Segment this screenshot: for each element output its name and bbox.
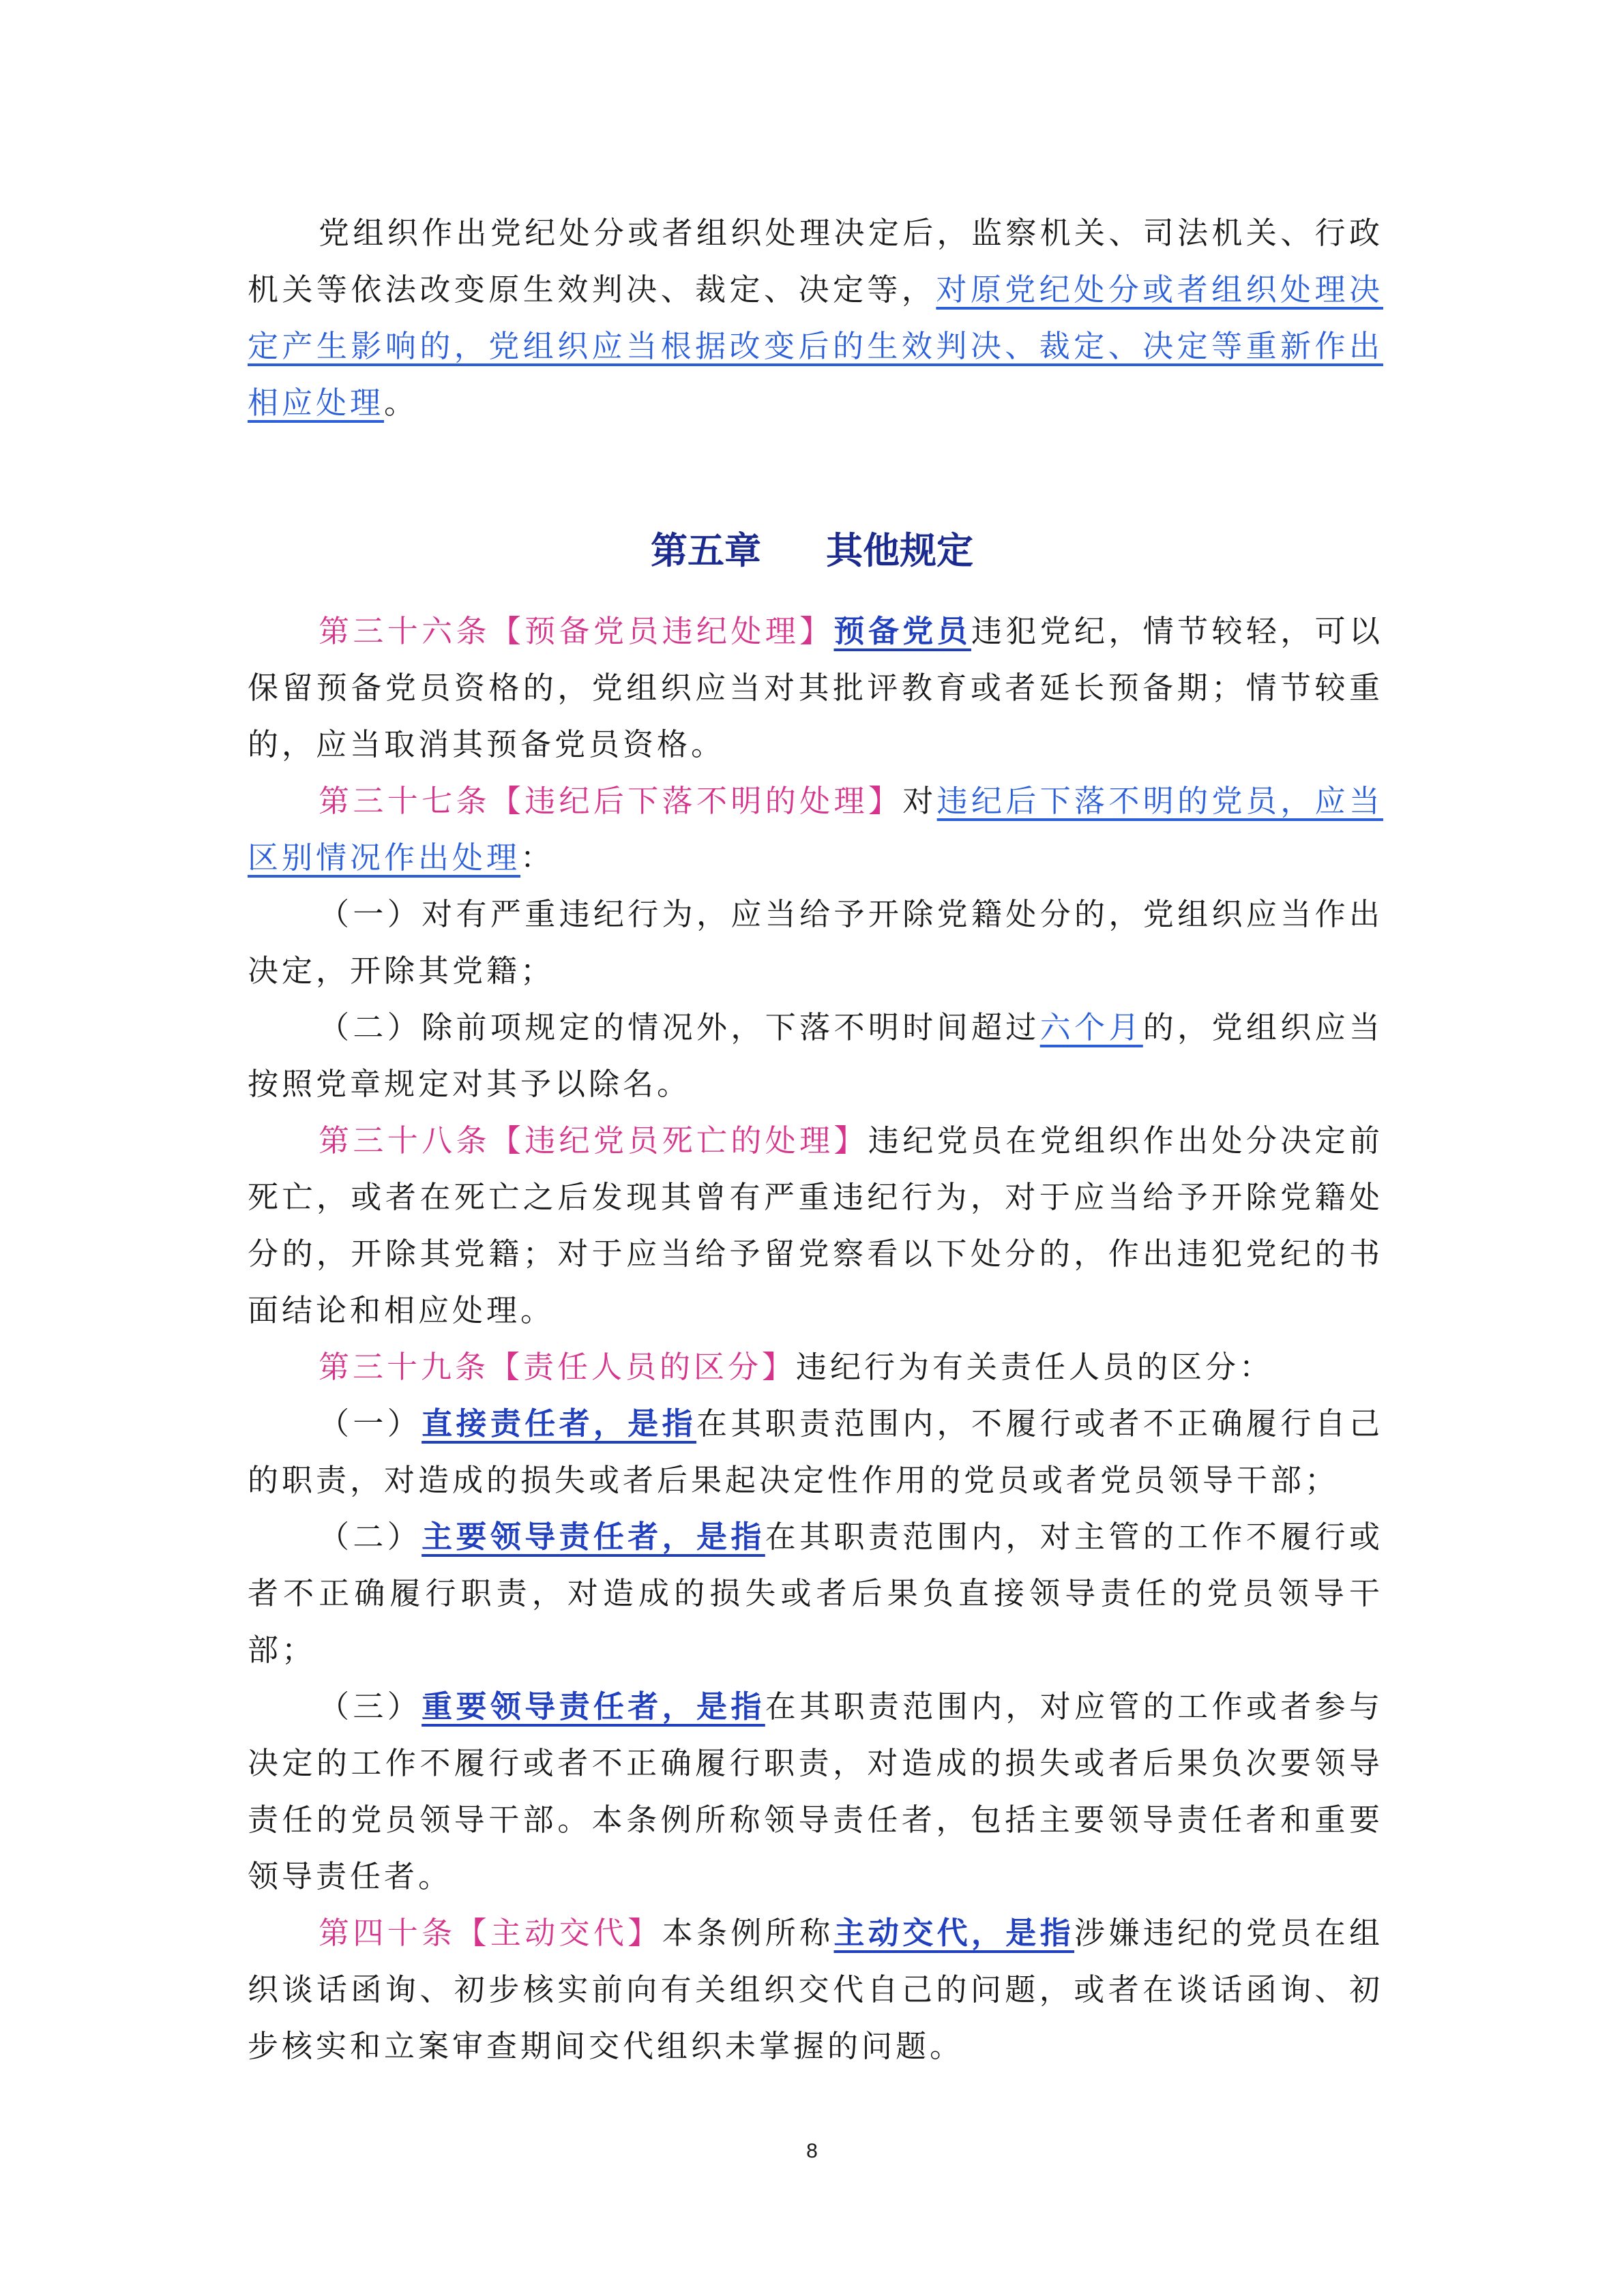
article-37-title: 第三十七条【违纪后下落不明的处理】 [319,783,903,819]
article-39-item-2 [248,1508,1383,1678]
article-39 [248,1339,1383,1395]
intro-paragraph [248,205,1383,431]
item-2-prefix: （二） [319,1519,422,1555]
article-39-item-3 [248,1678,1383,1905]
item-2-text: 在其职责范围内，对主管的工作不履行或者不正确履行职责，对造成的损失或者后果负直接领导责任的党员领导干部； [248,1519,1383,1668]
article-37-link[interactable]: 违纪后下落不明的党员，应当区别情况作出处理 [248,783,1383,876]
article-38-title: 第三十八条【违纪党员死亡的处理】 [319,1122,868,1159]
chapter-number: 第五章 [651,529,761,572]
article-39-title: 第三十九条【责任人员的区分】 [319,1349,797,1385]
article-37-item-2-text: （二）除前项规定的情况外，下落不明时间超过 [319,1009,1040,1045]
main-leadership-link[interactable]: 主要领导责任者，是指 [422,1519,765,1555]
article-36-term-link[interactable]: 预备党员 [833,613,971,649]
article-36-title: 第三十六条【预备党员违纪处理】 [319,613,834,649]
article-36-text: 违犯党纪，情节较轻，可以保留预备党员资格的，党组织应当对其批评教育或者延长预备期；情节较重的，应当取消其预备党员资格。 [248,613,1383,762]
article-39-item-1 [248,1395,1383,1508]
article-37-item-1: （一）对有严重违纪行为，应当给予开除党籍处分的，党组织应当作出决定，开除其党籍； [248,896,1383,989]
item-3-text: 在其职责范围内，对应管的工作或者参与决定的工作不履行或者不正确履行职责，对造成的损失或者后果负次要领导责任的党员领导干部。本条例所称领导责任者，包括主要领导责任者和重要领导责任者。 [248,1688,1383,1894]
article-37-item-2 [248,999,1383,1112]
intro-text-end: 。 [384,385,419,421]
voluntary-confession-link[interactable]: 主动交代，是指 [833,1915,1075,1951]
article-37 [248,773,1383,886]
page-number: 8 [806,2140,818,2162]
article-40 [248,1905,1383,2074]
article-38-text: 违纪党员在党组织作出处分决定前死亡，或者在死亡之后发现其曾有严重违纪行为，对于应当给予开除党籍处分的，开除其党籍；对于应当给予留党察看以下处分的，作出违犯党纪的书面结论和相应处理。 [248,1122,1383,1328]
intro-link[interactable]: 对原党纪处分或者组织处理决定产生影响的，党组织应当根据改变后的生效判决、裁定、决定等重新作出相应处理 [248,271,1383,421]
intro-section [248,205,1383,431]
article-37-item-2-text-end: 的，党组织应当按照党章规定对其予以除名。 [248,1009,1383,1102]
article-40-title: 第四十条【主动交代】 [319,1915,662,1951]
article-36 [248,603,1383,773]
direct-responsible-link[interactable]: 直接责任者，是指 [422,1405,697,1442]
intro-text: 党组织作出党纪处分或者组织处理决定后，监察机关、司法机关、行政机关等依法改变原生效判决、裁定、决定等， [248,215,1383,308]
article-40-text-end: 涉嫌违纪的党员在组织谈话函询、初步核实前向有关组织交代自己的问题，或者在谈话函询、初步核实和立案审查期间交代组织未掌握的问题。 [248,1915,1383,2064]
chapter-heading [0,522,1624,574]
important-leadership-link[interactable]: 重要领导责任者，是指 [422,1688,765,1725]
chapter-body [248,603,1383,2074]
article-37-text-end: ： [520,839,555,876]
item-1-prefix: （一） [319,1405,422,1442]
article-39-text: 违纪行为有关责任人员的区分： [796,1349,1274,1385]
item-1-text: 在其职责范围内，不履行或者不正确履行自己的职责，对造成的损失或者后果起决定性作用的党员或者党员领导干部； [248,1405,1383,1498]
article-37-text: 对 [902,783,937,819]
six-months-link[interactable]: 六个月 [1039,1009,1143,1045]
chapter-title: 其他规定 [826,529,973,572]
item-3-prefix: （三） [319,1688,422,1725]
article-38 [248,1112,1383,1339]
article-40-text: 本条例所称 [662,1915,834,1951]
